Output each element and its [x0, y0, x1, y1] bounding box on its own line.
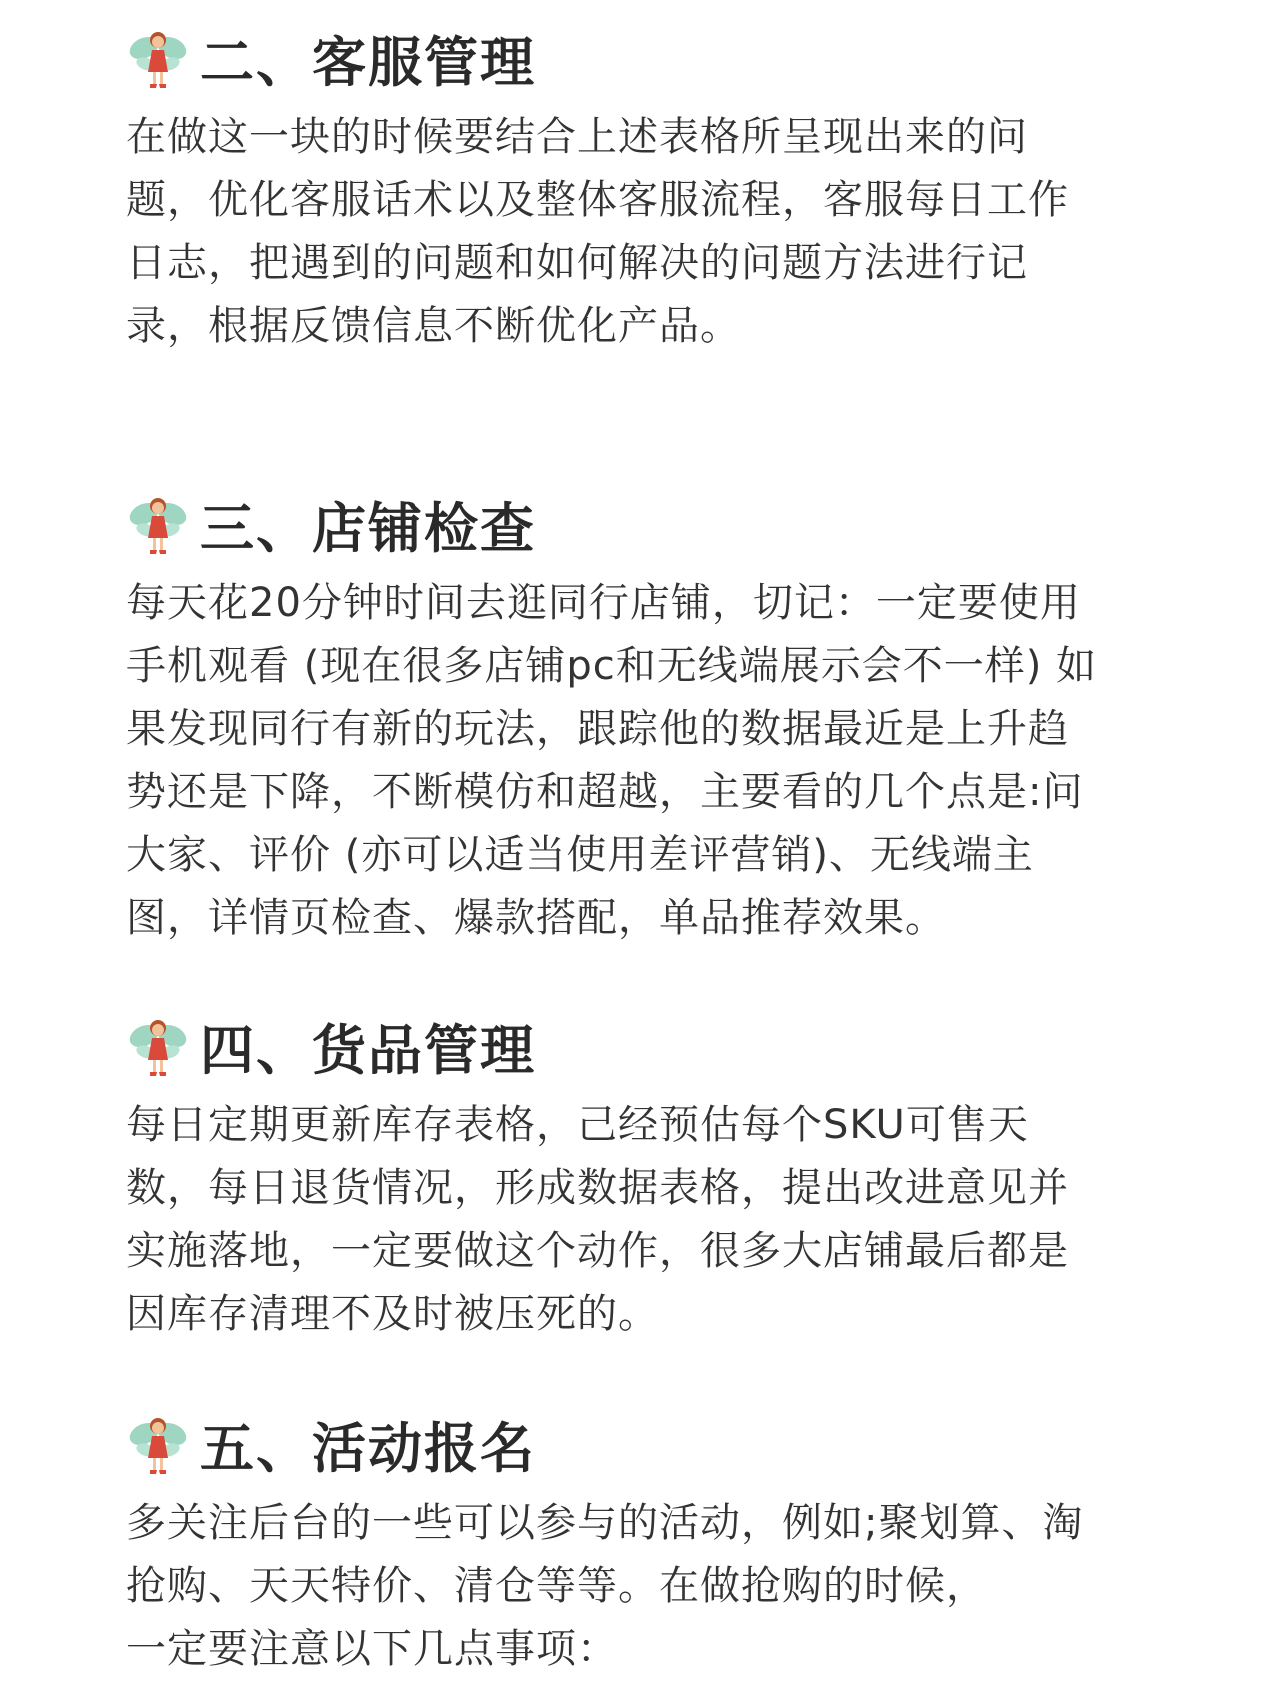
body-line: 在做这一块的时候要结合上述表格所呈现出来的问: [126, 114, 1028, 160]
section-title: 五、活动报名: [200, 1416, 536, 1480]
section-customer-service: [126, 22, 1166, 358]
section-title: 二、客服管理: [200, 30, 536, 94]
section-body: [126, 1094, 1166, 1346]
body-line: 一定要注意以下几点事项：: [126, 1626, 618, 1672]
section-title: 三、店铺检查: [200, 496, 536, 560]
section-heading: [126, 488, 1166, 560]
body-line: 图，详情页检查、爆款搭配，单品推荐效果。: [126, 895, 946, 941]
body-line: 手机观看 (现在很多店铺pc和无线端展示会不一样) 如: [126, 643, 1098, 689]
section-heading: [126, 1010, 1166, 1082]
body-line: 果发现同行有新的玩法，跟踪他的数据最近是上升趋: [126, 706, 1069, 752]
section-body: [126, 106, 1166, 358]
section-goods-management: [126, 1010, 1166, 1346]
fairy-icon: [126, 26, 190, 90]
section-heading: [126, 22, 1166, 94]
body-line: 势还是下降，不断模仿和超越，主要看的几个点是:问: [126, 769, 1084, 815]
fairy-icon: [126, 1014, 190, 1078]
section-title: 四、货品管理: [200, 1018, 536, 1082]
section-event-signup: [126, 1408, 1166, 1681]
body-line: 录，根据反馈信息不断优化产品。: [126, 303, 741, 349]
body-line: 每天花20分钟时间去逛同行店铺，切记：一定要使用: [126, 580, 1081, 626]
fairy-icon: [126, 492, 190, 556]
body-line: 日志，把遇到的问题和如何解决的问题方法进行记: [126, 240, 1028, 286]
section-body: [126, 1492, 1166, 1681]
section-body: [126, 572, 1166, 950]
body-line: 实施落地，一定要做这个动作，很多大店铺最后都是: [126, 1228, 1069, 1274]
fairy-icon: [126, 1412, 190, 1476]
body-line: 抢购、天天特价、清仓等等。在做抢购的时候，: [126, 1563, 987, 1609]
body-line: 每日定期更新库存表格，己经预估每个SKU可售天: [126, 1102, 1029, 1148]
section-store-check: [126, 488, 1166, 950]
body-line: 因库存清理不及时被压死的。: [126, 1291, 659, 1337]
section-heading: [126, 1408, 1166, 1480]
body-line: 多关注后台的一些可以参与的活动，例如;聚划算、淘: [126, 1500, 1084, 1546]
body-line: 数，每日退货情况，形成数据表格，提出改进意见并: [126, 1165, 1069, 1211]
body-line: 题，优化客服话术以及整体客服流程，客服每日工作: [126, 177, 1069, 223]
body-line: 大家、评价 (亦可以适当使用差评营销)、无线端主: [126, 832, 1034, 878]
